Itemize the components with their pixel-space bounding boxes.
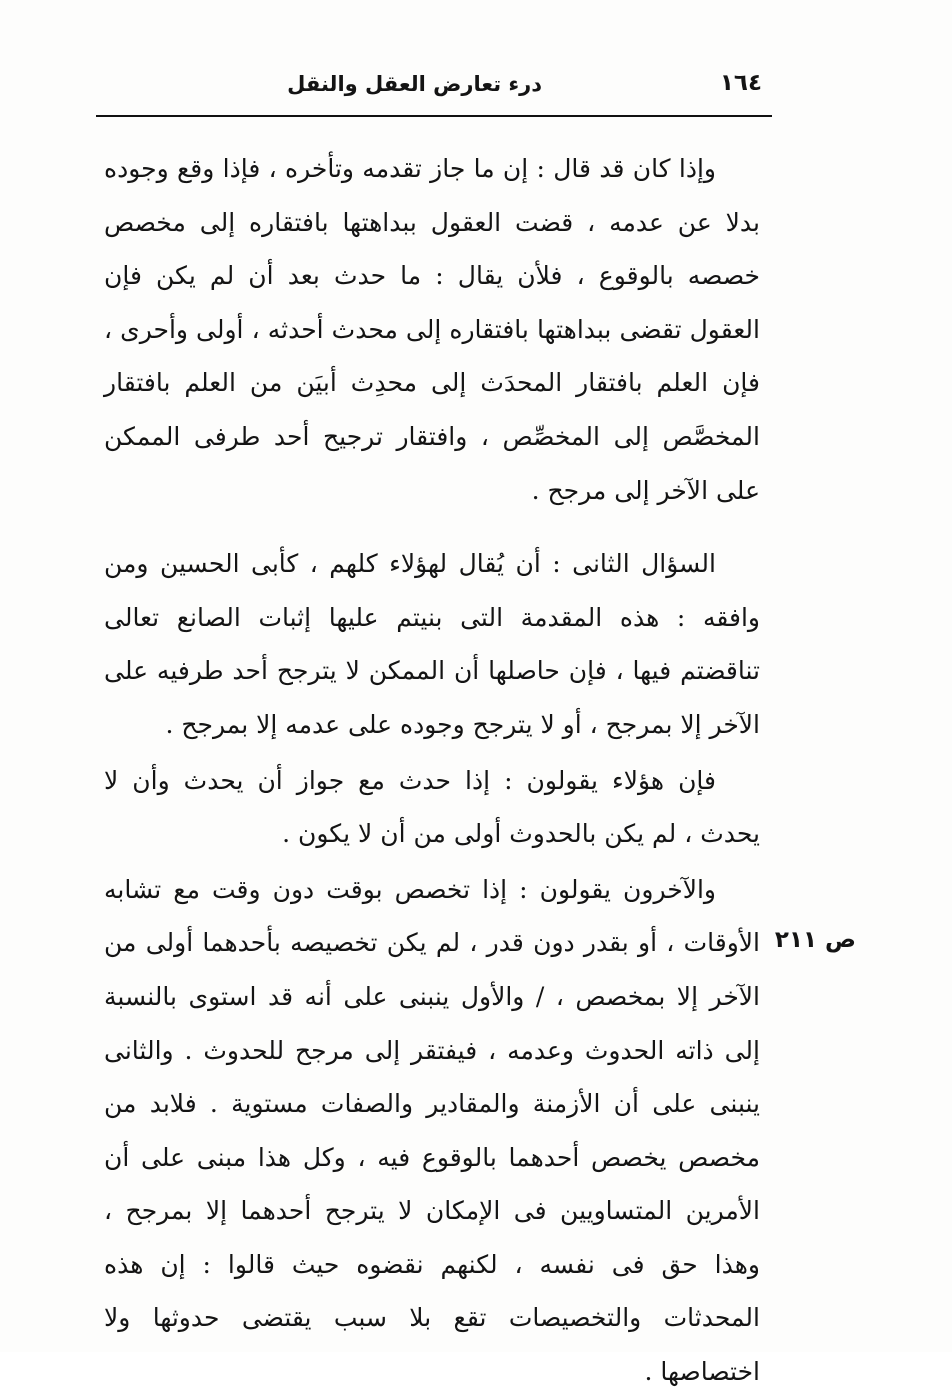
page-header [96, 70, 772, 110]
paragraph-3: فإن هؤلاء يقولون : إذا حدث مع جواز أن يحدث وأن لا يحدث ، لم يكن بالحدوث أولى من أن لا يكون . [104, 765, 760, 849]
running-title: درء تعارض العقل والنقل [287, 72, 542, 96]
page-number: ١٦٤ [719, 70, 762, 96]
paragraph-spacer [104, 517, 760, 537]
header-rule [96, 115, 772, 117]
margin-page-reference: ص ٢١١ [774, 927, 856, 953]
paragraph-2: السؤال الثانى : أن يُقال لهؤلاء كلهم ، كأبى الحسين ومن وافقه : هذه المقدمة التى بنيتم عليها إثبات الصانع تعالى تناقضتم فيها ، فإن حاصلها أن الممكن لا يترجح أحد طرفيه على الآخر إلا بمرجح ، أو لا يترجح وجوده على عدمه إلا بمرجح . [104, 549, 760, 739]
body-text [104, 142, 760, 1399]
paragraph-1: وإذا كان قد قال : إن ما جاز تقدمه وتأخره ، فإذا وقع وجوده بدلا عن عدمه ، قضت العقول ببداهتها بافتقاره إلى مخصص خصصه بالوقوع ، فلأن يقال : ما حدث بعد أن لم يكن فإن العقول تقضى ببداهتها بافتقاره إلى محدث أحدثه ، أولى وأحرى ، فإن العلم بافتقار المحدَث إلى محدِث أبيَن من العلم بافتقار المخصَّص إلى المخصِّص ، وافتقار ترجيح أحد طرفى الممكن على الآخر إلى مرجح . [104, 154, 760, 505]
paragraph-4: والآخرون يقولون : إذا تخصص بوقت دون وقت مع تشابه الأوقات ، أو بقدر دون قدر ، لم يكن تخصيصه بأحدهما أولى من الآخر إلا بمخصص ، / والأول ينبنى على أنه قد استوى بالنسبة إلى ذاته الحدوث وعدمه ، فيفتقر إلى مرجح للحدوث . والثانى ينبنى على أن الأزمنة والمقادير والصفات مستوية . فلابد من مخصص يخصص أحدهما بالوقوع فيه ، وكل هذا مبنى على أن الأمرين المتساويين فى الإمكان لا يترجح أحدهما إلا بمرجح ، وهذا حق فى نفسه ، لكنهم نقضوه حيث قالوا : إن هذه المحدثات والتخصيصات تقع بلا سبب يقتضى حدوثها ولا اختصاصها . [104, 874, 760, 1387]
